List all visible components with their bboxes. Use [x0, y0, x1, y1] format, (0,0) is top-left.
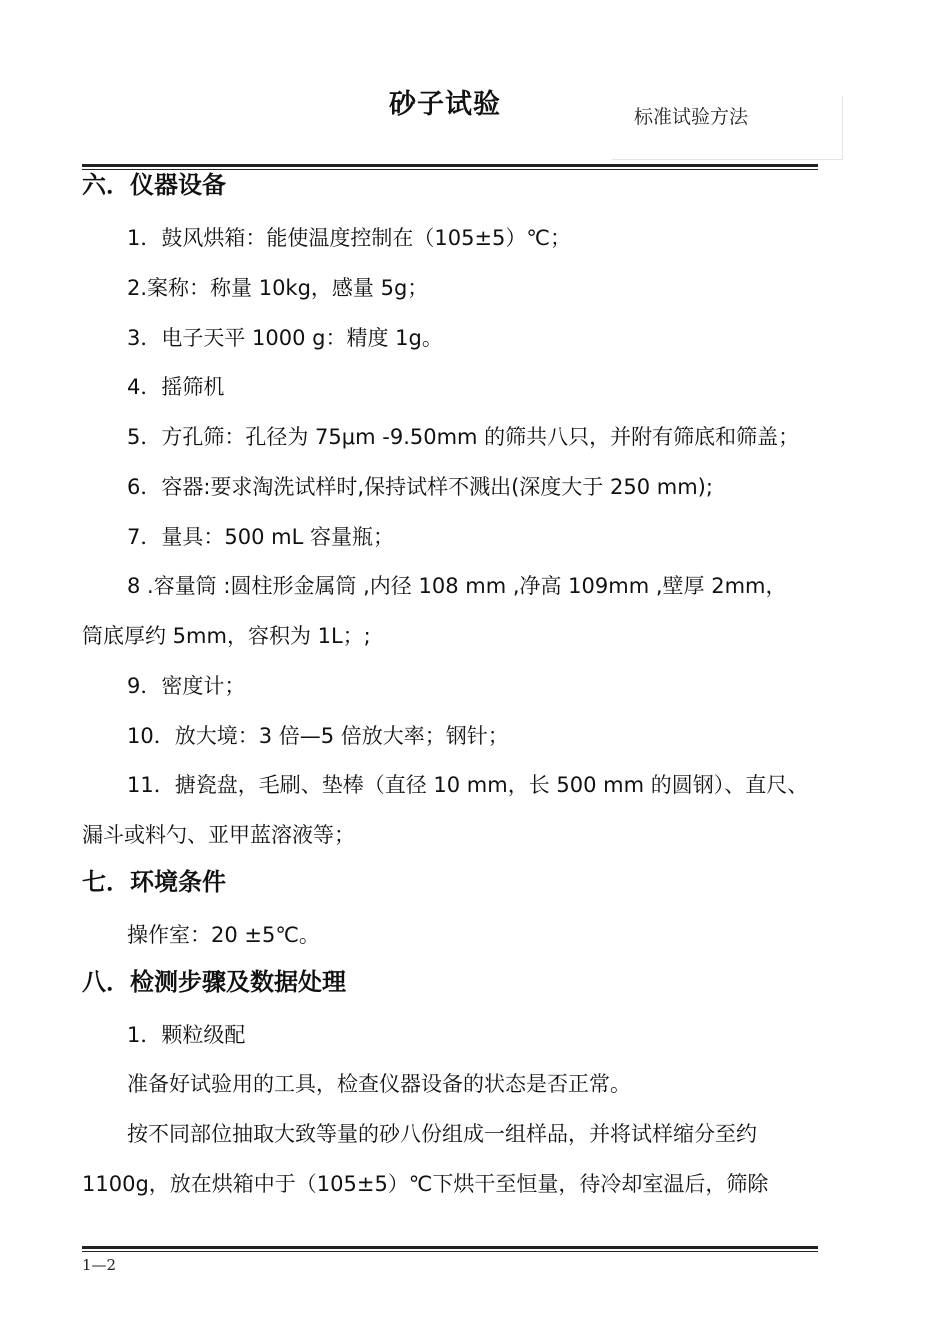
procedure-line: 1．颗粒级配: [127, 1023, 246, 1047]
equipment-line: 2.案称：称量 10kg，感量 5g；: [127, 276, 429, 300]
procedure-line: 准备好试验用的工具，检查仪器设备的状态是否正常。: [127, 1072, 631, 1096]
environment-line: 操作室：20 ±5℃。: [127, 923, 320, 947]
equipment-line: 11．搪瓷盘，毛刷、垫棒（直径 10 mm，长 500 mm 的圆钢）、直尺、: [127, 773, 809, 797]
footer-rule: [82, 1246, 818, 1252]
method-label: 标准试验方法: [634, 106, 749, 128]
equipment-line: 5．方孔筛：孔径为 75μm -9.50mm 的筛共八只，并附有筛底和筛盖；: [127, 425, 800, 449]
equipment-line-continued: 漏斗或料勺、亚甲蓝溶液等；: [82, 823, 355, 847]
section-heading-procedure: 八．检测步骤及数据处理: [82, 968, 346, 996]
equipment-line: 8 .容量筒 :圆柱形金属筒 ,内径 108 mm ,净高 109mm ,壁厚 2mm，: [127, 574, 787, 598]
page-title: 砂子试验: [389, 89, 501, 120]
equipment-line: 10．放大境：3 倍—5 倍放大率；钢针；: [127, 724, 509, 748]
equipment-line: 3．电子天平 1000 g：精度 1g。: [127, 326, 443, 350]
equipment-line: 9．密度计；: [127, 674, 246, 698]
header-method-box: [612, 96, 843, 160]
procedure-line: 按不同部位抽取大致等量的砂八份组成一组样品，并将试样缩分至约: [127, 1122, 757, 1146]
procedure-line-continued: 1100g，放在烘箱中于（105±5）℃下烘干至恒量，待冷却室温后，筛除: [82, 1172, 769, 1196]
section-heading-environment: 七．环境条件: [82, 868, 226, 896]
equipment-line: 7．量具：500 mL 容量瓶；: [127, 525, 394, 549]
equipment-line-continued: 筒底厚约 5mm，容积为 1L；;: [82, 624, 371, 648]
page-number: 1—2: [82, 1256, 117, 1274]
equipment-line: 6．容器:要求淘洗试样时,保持试样不溅出(深度大于 250 mm);: [127, 475, 713, 499]
section-heading-equipment: 六．仪器设备: [82, 171, 226, 199]
equipment-line: 1．鼓风烘箱：能使温度控制在（105±5）℃；: [127, 226, 571, 250]
equipment-line: 4．摇筛机: [127, 375, 225, 399]
